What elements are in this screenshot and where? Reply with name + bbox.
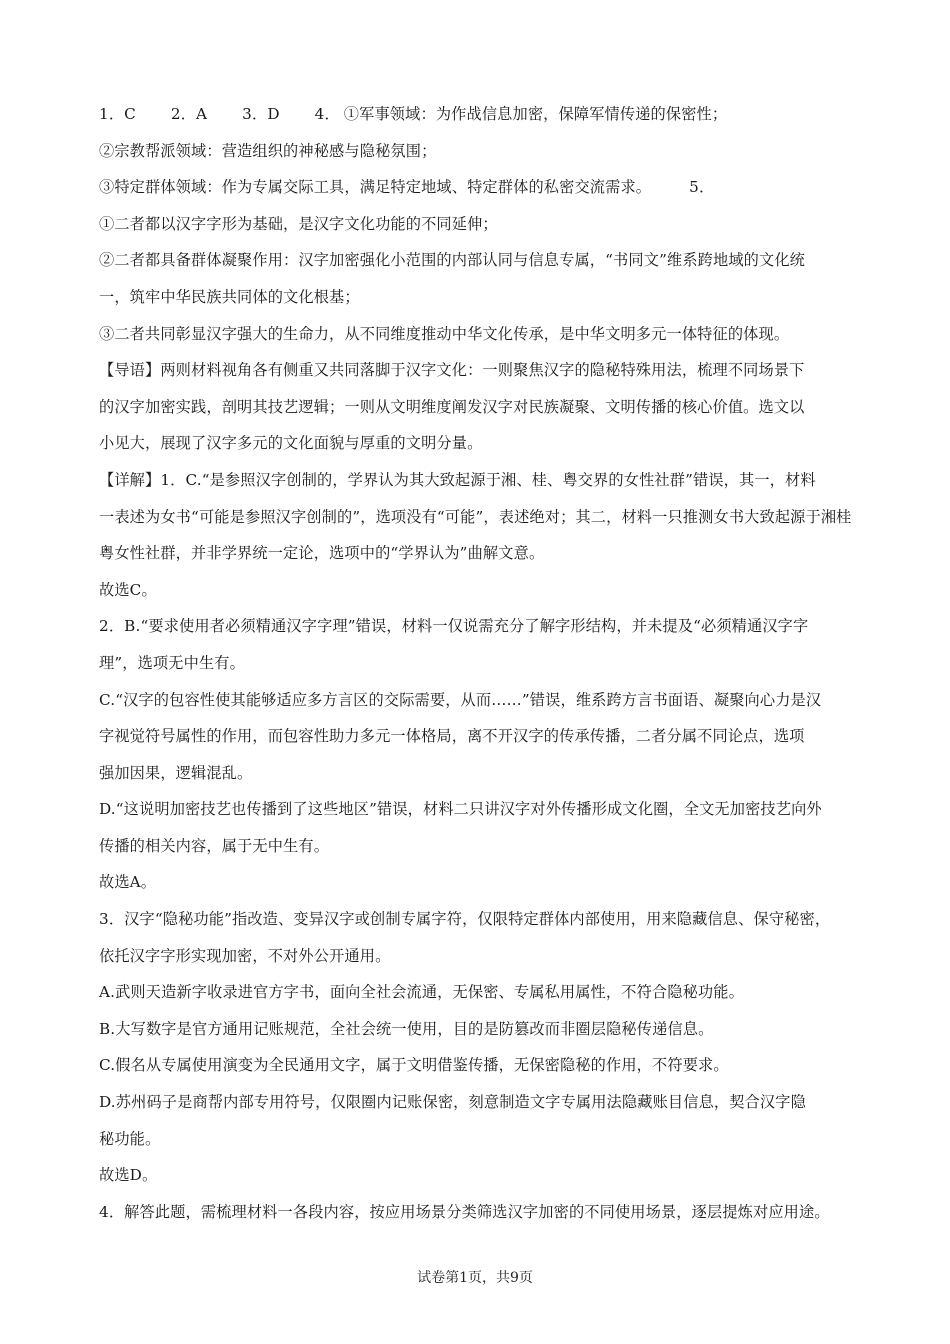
answer-content <box>99 96 859 1230</box>
text-line: ②二者都具备群体凝聚作用：汉字加密强化小范围的内部认同与信息专属，“书同文”维系跨地域的文化统 <box>99 251 806 270</box>
text-line: 传播的相关内容，属于无中生有。 <box>99 836 330 855</box>
text-line: 秘功能。 <box>99 1129 161 1148</box>
text-line: 4．解答此题，需梳理材料一各段内容，按应用场景分类筛选汉字加密的不同使用场景，逐层提炼对应用途。 <box>99 1202 830 1221</box>
text-line: 强加因果，逻辑混乱。 <box>99 763 253 782</box>
answer-5-label: 5． <box>689 178 715 197</box>
text-line: 2．B.“要求使用者必须精通汉字字理”错误，材料一仅说需充分了解字形结构，并未提及“必须精通汉字字 <box>99 617 809 636</box>
answer-4-label: 4． <box>314 105 340 123</box>
text-line: C.“汉字的包容性使其能够适应多方言区的交际需要，从而……”错误，维系跨方言书面语、凝聚向心力是汉 <box>99 690 822 709</box>
text-line: D.“这说明加密技艺也传播到了这些地区”错误，材料二只讲汉字对外传播形成文化圈，全文无加密技艺向外 <box>99 800 822 819</box>
text-line: 【详解】1．C.“是参照汉字创制的，学界认为其大致起源于湘、桂、粤交界的女性社群”错误，其一，材料 <box>99 470 816 489</box>
page-footer: 试卷第1页，共9页 <box>417 1270 533 1286</box>
answer-summary-line <box>99 96 859 133</box>
text-line: ①二者都以汉字字形为基础，是汉字文化功能的不同延伸； <box>99 214 498 233</box>
text-line: D.苏州码子是商帮内部专用符号，仅限圈内记账保密，刻意制造文字专属用法隐藏账目信息，契合汉字隐 <box>99 1093 806 1112</box>
text-line <box>99 169 859 206</box>
text-line: 故选C。 <box>99 580 157 599</box>
text-line: ②宗教帮派领域：营造组织的神秘感与隐秘氛围； <box>99 141 437 160</box>
text-line: C.假名从专属使用演变为全民通用文字，属于文明借鉴传播，无保密隐秘的作用，不符要求。 <box>99 1056 729 1075</box>
text-line: B.大写数字是官方通用记账规范，全社会统一使用，目的是防篡改而非圈层隐秘传递信息。 <box>99 1019 714 1038</box>
text-line: 粤女性社群，并非学界统一定论，选项中的“学界认为”曲解文意。 <box>99 544 545 563</box>
text-line: 一表述为女书“可能是参照汉字创制的”，选项没有“可能”，表述绝对；其二，材料一只推测女书大致起源于湘桂 <box>99 507 852 526</box>
text-line: 故选A。 <box>99 873 157 892</box>
text-line: 故选D。 <box>99 1166 158 1185</box>
answer-2: 2．A <box>170 105 208 123</box>
answer-4-first-point: ①军事领域：为作战信息加密，保障军情传递的保密性； <box>343 105 728 123</box>
text-line: A.武则天造新字收录进官方字书，面向全社会流通，无保密、专属私用属性，不符合隐秘功能。 <box>99 983 744 1002</box>
answer-1: 1．C <box>99 105 136 123</box>
text-line: 字视觉符号属性的作用，而包容性助力多元一体格局，离不开汉字的传承传播，二者分属不同论点，选项 <box>99 727 805 746</box>
text-line: 依托汉字字形实现加密，不对外公开通用。 <box>99 946 391 965</box>
text-line-body: ③特定群体领域：作为专属交际工具，满足特定地域、特定群体的私密交流需求。 <box>99 178 652 197</box>
text-line: 一，筑牢中华民族共同体的文化根基； <box>99 287 360 306</box>
text-line: 【导语】两则材料视角各有侧重又共同落脚于汉字文化：一则聚焦汉字的隐秘特殊用法，梳理不同场景下 <box>99 361 805 380</box>
text-line: 3．汉字“隐秘功能”指改造、变异汉字或创制专属字符，仅限特定群体内部使用，用来隐藏信息、保守秘密， <box>99 910 831 929</box>
text-line: 的汉字加密实践，剖明其技艺逻辑；一则从文明维度阐发汉字对民族凝聚、文明传播的核心价值。选文以 <box>99 397 805 416</box>
text-line: 小见大，展现了汉字多元的文化面貌与厚重的文明分量。 <box>99 434 483 453</box>
text-line: ③二者共同彰显汉字强大的生命力，从不同维度推动中华文化传承，是中华文明多元一体特征的体现。 <box>99 324 790 343</box>
answer-3: 3．D <box>242 105 280 123</box>
text-line: 理”，选项无中生有。 <box>99 653 245 672</box>
